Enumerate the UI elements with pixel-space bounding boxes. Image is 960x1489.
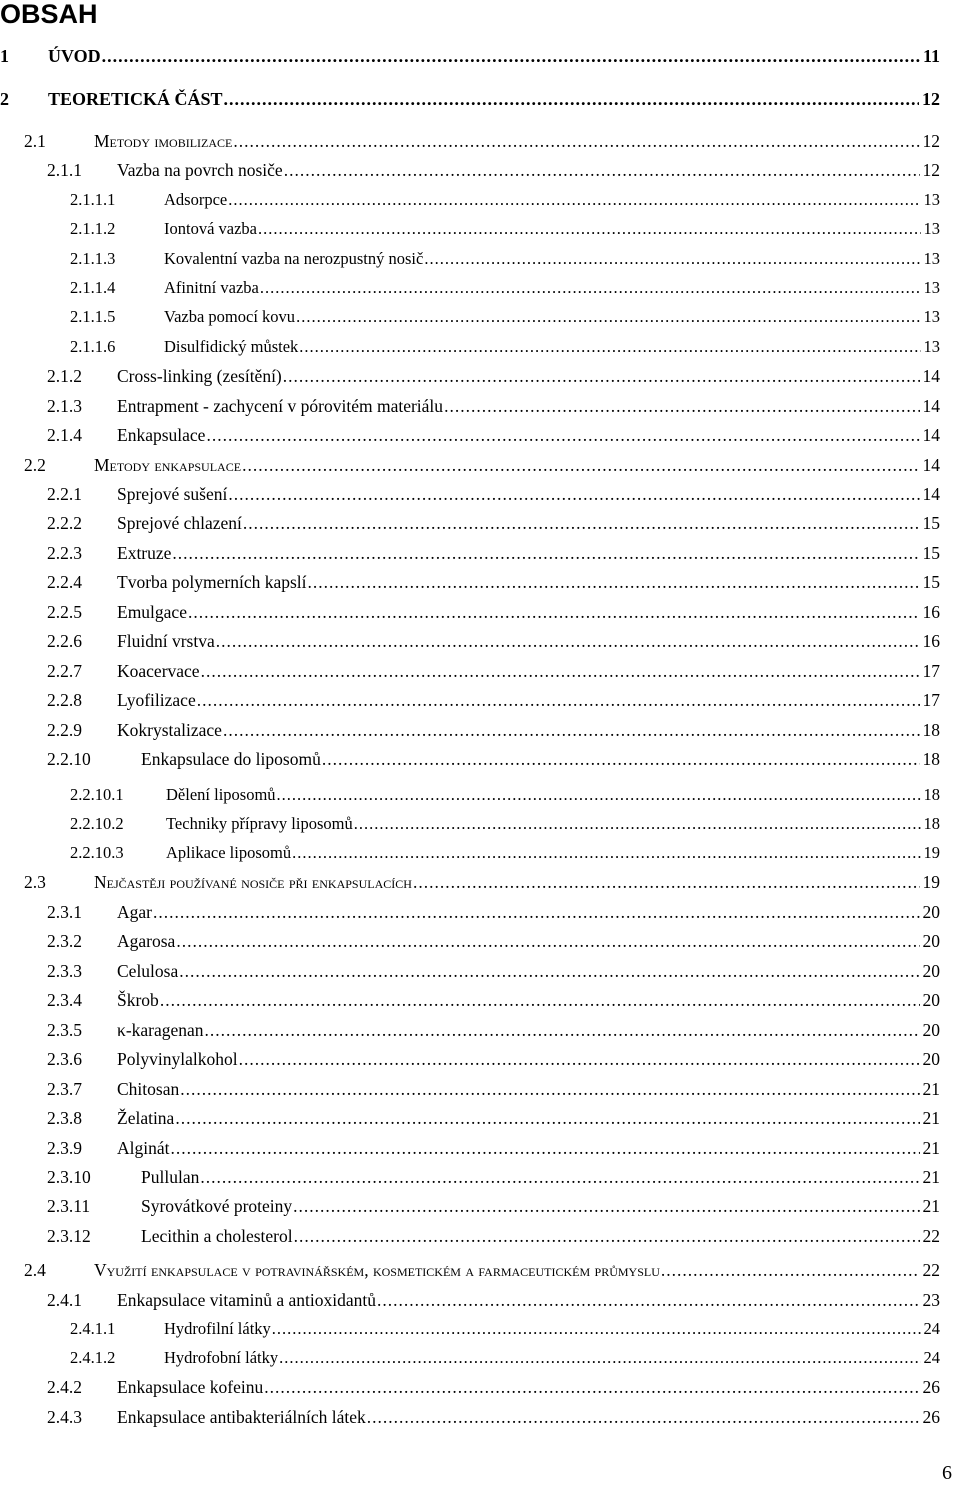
toc-entry-page: 15 <box>922 513 940 533</box>
toc-entry-number: 2.4.1 <box>47 1290 82 1310</box>
toc-dot-leader <box>233 131 919 152</box>
toc-entry[interactable] <box>24 872 940 893</box>
toc-dot-leader <box>661 1260 920 1281</box>
toc-entry-number: 2.1.3 <box>47 396 82 416</box>
toc-entry-number: 2.4.1.2 <box>70 1348 116 1367</box>
toc-entry-page: 26 <box>922 1377 940 1397</box>
toc-entry[interactable] <box>47 961 940 982</box>
toc-entry-page: 24 <box>923 1319 940 1338</box>
toc-entry[interactable] <box>70 843 940 863</box>
toc-entry-number: 2.2.10.1 <box>70 785 124 804</box>
toc-entry-title: Sprejové chlazení <box>117 513 242 533</box>
toc-entry-page: 17 <box>922 661 940 681</box>
toc-entry-title: Škrob <box>117 990 159 1010</box>
toc-dot-leader <box>200 1167 919 1188</box>
toc-entry-title: Enkapsulace antibakteriálních látek <box>117 1407 366 1427</box>
toc-entry-page: 20 <box>922 961 940 981</box>
toc-entry[interactable] <box>47 1079 940 1100</box>
toc-entry[interactable] <box>47 1196 940 1217</box>
toc-entry-number: 2.3.3 <box>47 961 82 981</box>
toc-entry[interactable] <box>70 278 940 298</box>
toc-dot-leader <box>283 366 920 387</box>
toc-entry-number: 2.3 <box>24 872 46 892</box>
toc-dot-leader <box>258 219 921 239</box>
toc-entry-number: 2.1.1.3 <box>70 249 116 268</box>
toc-entry[interactable] <box>47 1108 940 1129</box>
toc-entry-title: κ-karagenan <box>117 1020 204 1040</box>
toc-dot-leader <box>308 572 920 593</box>
toc-entry-number: 2.1.1.5 <box>70 307 116 326</box>
toc-entry-title: Metody imobilizace <box>94 131 233 151</box>
toc-entry[interactable] <box>47 513 940 534</box>
toc-entry-title: Enkapsulace do liposomů <box>141 749 321 769</box>
toc-dot-leader <box>377 1290 919 1311</box>
toc-entry[interactable] <box>47 1226 940 1247</box>
toc-entry-title: Využití enkapsulace v potravinářském, kosmetickém a farmaceutickém průmyslu <box>94 1260 660 1280</box>
toc-entry-title: Hydrofobní látky <box>164 1348 279 1367</box>
toc-entry-page: 20 <box>922 1020 940 1040</box>
toc-dot-leader <box>176 931 919 952</box>
toc-entry-page: 16 <box>922 602 940 622</box>
toc-entry-page: 15 <box>922 543 940 563</box>
toc-entry-title: Emulgace <box>117 602 187 622</box>
toc-dot-leader <box>228 190 920 210</box>
toc-entry-number: 2.1.1.4 <box>70 278 116 297</box>
toc-entry[interactable] <box>70 337 940 357</box>
toc-dot-leader <box>444 396 919 417</box>
toc-entry-page: 21 <box>922 1138 940 1158</box>
toc-entry-page: 20 <box>922 902 940 922</box>
toc-entry-page: 14 <box>922 484 940 504</box>
toc-entry-title: Želatina <box>117 1108 175 1128</box>
toc-entry-number: 2.2.5 <box>47 602 82 622</box>
toc-entry[interactable] <box>0 89 940 110</box>
toc-entry-title: Lyofilizace <box>117 690 196 710</box>
toc-dot-leader <box>293 1196 919 1217</box>
toc-dot-leader <box>228 484 919 505</box>
toc-entry-number: 2.1 <box>24 131 46 151</box>
toc-entry-number: 2.3.11 <box>47 1196 91 1216</box>
toc-entry[interactable] <box>47 366 940 387</box>
toc-entry-number: 2.2.2 <box>47 513 82 533</box>
toc-entry[interactable] <box>70 190 940 210</box>
toc-dot-leader <box>264 1377 919 1398</box>
toc-dot-leader <box>242 455 919 476</box>
toc-entry[interactable] <box>47 902 940 923</box>
toc-dot-leader <box>243 513 920 534</box>
toc-dot-leader <box>296 307 920 327</box>
toc-entry[interactable] <box>47 931 940 952</box>
toc-entry-number: 2.3.5 <box>47 1020 82 1040</box>
toc-entry-title: Polyvinylalkohol <box>117 1049 238 1069</box>
toc-entry-number: 2.2.10 <box>47 749 91 769</box>
toc-entry[interactable] <box>47 160 940 181</box>
toc-entry-title: Kokrystalizace <box>117 720 222 740</box>
toc-dot-leader <box>354 814 921 834</box>
toc-entry-page: 18 <box>923 814 940 833</box>
toc-entry[interactable] <box>47 484 940 505</box>
toc-entry[interactable] <box>47 543 940 564</box>
toc-dot-leader <box>239 1049 920 1070</box>
toc-entry-title: Aplikace liposomů <box>166 843 292 862</box>
toc-entry-title: Vazba na povrch nosiče <box>117 160 283 180</box>
toc-entry-number: 2.2.10.3 <box>70 843 124 862</box>
toc-dot-leader <box>292 843 920 863</box>
toc-entry-page: 18 <box>923 785 940 804</box>
toc-entry-number: 2.1.1.2 <box>70 219 116 238</box>
toc-dot-leader <box>201 661 920 682</box>
toc-entry-page: 13 <box>923 190 940 209</box>
toc-entry-page: 12 <box>922 131 940 151</box>
toc-entry-title: Vazba pomocí kovu <box>164 307 296 326</box>
toc-entry-title: ÚVOD <box>48 46 101 66</box>
toc-entry-title: Techniky přípravy liposomů <box>166 814 353 833</box>
toc-entry-number: 2.2.10.2 <box>70 814 124 833</box>
toc-entry-title: Nejčastěji používané nosiče při enkapsulacích <box>94 872 412 892</box>
toc-entry-title: Enkapsulace kofeinu <box>117 1377 264 1397</box>
toc-entry-page: 26 <box>922 1407 940 1427</box>
toc-entry-title: Agar <box>117 902 152 922</box>
toc-entry-title: Cross-linking (zesítění) <box>117 366 282 386</box>
toc-entry[interactable] <box>47 1290 940 1311</box>
toc-entry-page: 20 <box>922 1049 940 1069</box>
toc-entry-title: Syrovátkové proteiny <box>141 1196 293 1216</box>
toc-entry-title: Sprejové sušení <box>117 484 228 504</box>
toc-entry-number: 2.1.2 <box>47 366 82 386</box>
toc-entry-page: 13 <box>923 219 940 238</box>
toc-entry-number: 2.2.6 <box>47 631 82 651</box>
toc-entry-title: Afinitní vazba <box>164 278 259 297</box>
toc-dot-leader <box>171 1138 920 1159</box>
toc-entry-page: 16 <box>922 631 940 651</box>
toc-entry[interactable] <box>70 219 940 239</box>
toc-entry[interactable] <box>47 990 940 1011</box>
toc-entry-number: 2.4.3 <box>47 1407 82 1427</box>
toc-entry-page: 18 <box>922 749 940 769</box>
toc-entry-page: 21 <box>922 1167 940 1187</box>
toc-entry-number: 2.4.2 <box>47 1377 82 1397</box>
toc-entry-page: 21 <box>922 1108 940 1128</box>
toc-entry-number: 2.2.7 <box>47 661 82 681</box>
toc-dot-leader <box>224 89 919 110</box>
toc-entry-number: 2.4.1.1 <box>70 1319 116 1338</box>
toc-dot-leader <box>172 543 919 564</box>
toc-entry[interactable] <box>70 307 940 327</box>
toc-entry-page: 18 <box>922 720 940 740</box>
toc-entry[interactable] <box>70 1348 940 1368</box>
toc-entry-title: TEORETICKÁ ČÁST <box>48 89 223 109</box>
toc-entry[interactable] <box>47 1377 940 1398</box>
toc-entry-page: 19 <box>922 872 940 892</box>
toc-entry-title: Entrapment - zachycení v pórovitém materiálu <box>117 396 444 416</box>
toc-entry-page: 17 <box>922 690 940 710</box>
toc-entry-page: 21 <box>922 1196 940 1216</box>
toc-entry-title: Koacervace <box>117 661 200 681</box>
toc-entry[interactable] <box>47 396 940 417</box>
toc-entry-page: 20 <box>922 931 940 951</box>
toc-entry-page: 23 <box>922 1290 940 1310</box>
toc-entry[interactable] <box>47 1020 940 1041</box>
toc-entry[interactable] <box>47 425 940 446</box>
toc-entry[interactable] <box>24 1260 940 1281</box>
toc-entry-number: 2.1.1 <box>47 160 82 180</box>
toc-entry[interactable] <box>47 661 940 682</box>
toc-entry-number: 2.2.9 <box>47 720 82 740</box>
toc-entry-title: Enkapsulace vitaminů a antioxidantů <box>117 1290 377 1310</box>
toc-entry[interactable] <box>24 455 940 476</box>
toc-entry[interactable] <box>70 814 940 834</box>
toc-dot-leader <box>424 249 920 269</box>
toc-entry-number: 2.2.4 <box>47 572 82 592</box>
toc-entry[interactable] <box>47 690 940 711</box>
toc-dot-leader <box>206 425 919 446</box>
toc-dot-leader <box>102 46 920 67</box>
toc-entry-page: 15 <box>922 572 940 592</box>
toc-dot-leader <box>153 902 920 923</box>
toc-entry[interactable] <box>47 631 940 652</box>
toc-entry-title: Enkapsulace <box>117 425 206 445</box>
toc-entry[interactable] <box>47 1049 940 1070</box>
toc-entry-number: 1 <box>0 46 9 66</box>
toc-entry-number: 2.3.12 <box>47 1226 91 1246</box>
toc-dot-leader <box>294 1226 920 1247</box>
toc-entry-number: 2.3.7 <box>47 1079 82 1099</box>
toc-dot-leader <box>272 1319 921 1339</box>
toc-entry-page: 13 <box>923 278 940 297</box>
toc-entry[interactable] <box>47 1407 940 1428</box>
toc-entry-page: 14 <box>922 425 940 445</box>
toc-dot-leader <box>279 1348 920 1368</box>
toc-entry-page: 22 <box>922 1226 940 1246</box>
toc-entry[interactable] <box>0 46 940 67</box>
toc-entry-title: Adsorpce <box>164 190 228 209</box>
toc-entry-title: Tvorba polymerních kapslí <box>117 572 307 592</box>
toc-entry-title: Extruze <box>117 543 172 563</box>
toc-entry-title: Lecithin a cholesterol <box>141 1226 293 1246</box>
toc-dot-leader <box>180 1079 919 1100</box>
toc-entry-number: 2.3.6 <box>47 1049 82 1069</box>
toc-entry-page: 21 <box>922 1079 940 1099</box>
toc-entry-number: 2.3.9 <box>47 1138 82 1158</box>
toc-entry-title: Agarosa <box>117 931 176 951</box>
toc-dot-leader <box>322 749 920 770</box>
toc-entry-page: 14 <box>922 396 940 416</box>
toc-entry[interactable] <box>47 572 940 593</box>
toc-entry-number: 2.3.10 <box>47 1167 91 1187</box>
toc-entry-number: 2.2.3 <box>47 543 82 563</box>
toc-entry-number: 2.1.1.6 <box>70 337 116 356</box>
toc-entry-title: Metody enkapsulace <box>94 455 242 475</box>
toc-entry-page: 22 <box>922 1260 940 1280</box>
toc-entry-title: Fluidní vrstva <box>117 631 215 651</box>
toc-entry-number: 2.2 <box>24 455 46 475</box>
toc-entry-title: Pullulan <box>141 1167 200 1187</box>
toc-entry-number: 2.2.1 <box>47 484 82 504</box>
toc-entry-page: 14 <box>922 366 940 386</box>
toc-entry-title: Iontová vazba <box>164 219 257 238</box>
toc-entry-number: 2.3.2 <box>47 931 82 951</box>
toc-entry-title: Dělení liposomů <box>166 785 276 804</box>
toc-entry[interactable] <box>47 1167 940 1188</box>
toc-dot-leader <box>160 990 920 1011</box>
toc-entry[interactable] <box>47 749 940 770</box>
toc-entry-title: Hydrofilní látky <box>164 1319 271 1338</box>
toc-entry-page: 12 <box>922 89 940 109</box>
toc-entry[interactable] <box>70 1319 940 1339</box>
toc-entry-page: 19 <box>923 843 940 862</box>
toc-entry-number: 2.2.8 <box>47 690 82 710</box>
toc-dot-leader <box>188 602 920 623</box>
toc-entry-number: 2 <box>0 89 9 109</box>
toc-dot-leader <box>216 631 920 652</box>
toc-entry-page: 14 <box>922 455 940 475</box>
toc-entry-page: 13 <box>923 337 940 356</box>
toc-entry-number: 2.3.4 <box>47 990 82 1010</box>
toc-dot-leader <box>175 1108 919 1129</box>
page-title: OBSAH <box>0 0 98 29</box>
toc-entry-page: 24 <box>923 1348 940 1367</box>
toc-entry-title: Disulfidický můstek <box>164 337 299 356</box>
toc-entry[interactable] <box>47 1138 940 1159</box>
toc-dot-leader <box>205 1020 920 1041</box>
toc-dot-leader <box>197 690 920 711</box>
page-number: 6 <box>942 1462 952 1484</box>
toc-dot-leader <box>413 872 920 893</box>
toc-entry-number: 2.1.4 <box>47 425 82 445</box>
toc-entry-title: Chitosan <box>117 1079 180 1099</box>
toc-entry-page: 12 <box>922 160 940 180</box>
toc-entry-number: 2.3.8 <box>47 1108 82 1128</box>
toc-entry-number: 2.4 <box>24 1260 46 1280</box>
toc-entry[interactable] <box>70 249 940 269</box>
toc-entry-title: Celulosa <box>117 961 179 981</box>
toc-entry-page: 13 <box>923 307 940 326</box>
toc-dot-leader <box>284 160 920 181</box>
toc-dot-leader <box>367 1407 920 1428</box>
toc-entry-page: 13 <box>923 249 940 268</box>
toc-entry-page: 20 <box>922 990 940 1010</box>
toc-entry-page: 11 <box>922 46 940 66</box>
toc-dot-leader <box>179 961 919 982</box>
toc-entry[interactable] <box>70 785 940 805</box>
toc-entry[interactable] <box>47 720 940 741</box>
toc-dot-leader <box>299 337 920 357</box>
toc-dot-leader <box>277 785 921 805</box>
toc-entry-title: Kovalentní vazba na nerozpustný nosič <box>164 249 424 268</box>
toc-entry-number: 2.1.1.1 <box>70 190 116 209</box>
toc-entry-title: Alginát <box>117 1138 170 1158</box>
toc-entry[interactable] <box>47 602 940 623</box>
toc-dot-leader <box>223 720 920 741</box>
toc-entry-number: 2.3.1 <box>47 902 82 922</box>
toc-entry[interactable] <box>24 131 940 152</box>
toc-dot-leader <box>260 278 921 298</box>
